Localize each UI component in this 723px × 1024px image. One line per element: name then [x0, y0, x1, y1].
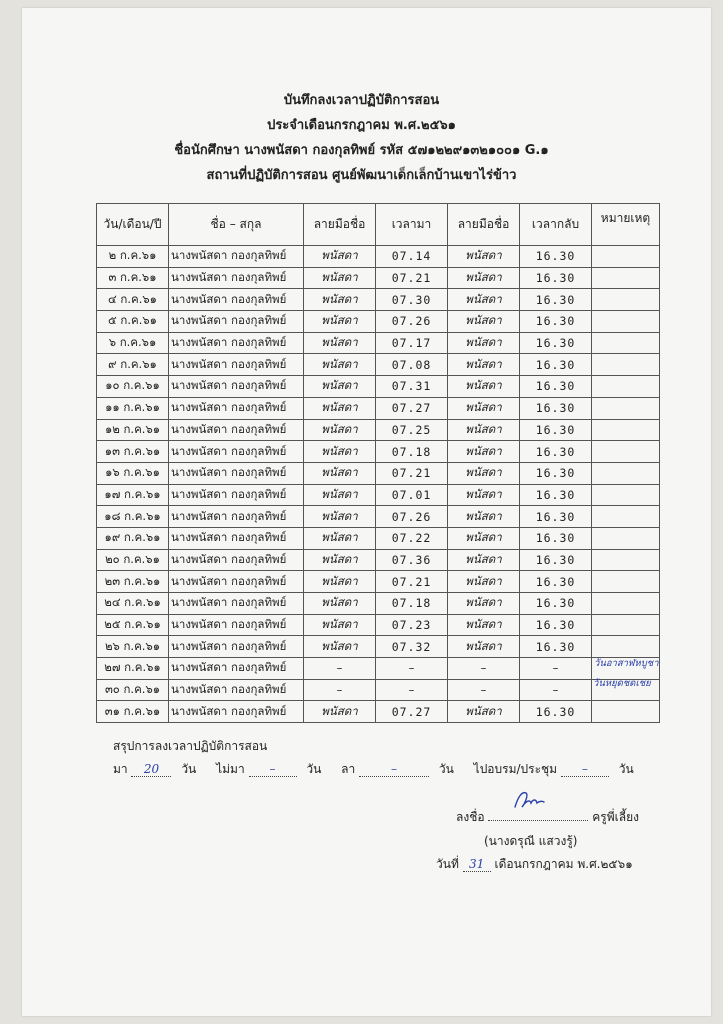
table-row [97, 484, 660, 506]
row-remark [592, 419, 660, 441]
row-time-in: 07.01 [376, 484, 448, 506]
row-sign-out: พนัสดา [448, 419, 520, 441]
row-name: นางพนัสดา กองกุลทิพย์ [169, 549, 304, 571]
row-name: นางพนัสดา กองกุลทิพย์ [169, 311, 304, 333]
table-row [97, 462, 660, 484]
document-title: บันทึกลงเวลาปฏิบัติการสอน [283, 93, 440, 108]
row-sign-out: พนัสดา [448, 289, 520, 311]
row-time-in: 07.36 [376, 549, 448, 571]
sign-line [456, 808, 639, 827]
row-time-in: 07.22 [376, 527, 448, 549]
header-sign-out: ลายมือชื่อ [448, 204, 520, 246]
row-time-out: 16.30 [520, 354, 592, 376]
row-sign-in: พนัสดา [304, 246, 376, 268]
row-sign-out: พนัสดา [448, 484, 520, 506]
row-time-out: 16.30 [520, 376, 592, 398]
row-sign-in: พนัสดา [304, 289, 376, 311]
row-sign-out: พนัสดา [448, 462, 520, 484]
header-name: ชื่อ – สกุล [169, 204, 304, 246]
row-name: นางพนัสดา กองกุลทิพย์ [169, 593, 304, 615]
row-name: นางพนัสดา กองกุลทิพย์ [169, 397, 304, 419]
row-sign-in: – [304, 679, 376, 701]
row-remark [592, 267, 660, 289]
row-remark [592, 506, 660, 528]
row-time-out: 16.30 [520, 549, 592, 571]
training-label: ไปอบรม/ประชุม [473, 762, 558, 776]
row-time-in: 07.23 [376, 614, 448, 636]
row-name: นางพนัสดา กองกุลทิพย์ [169, 484, 304, 506]
row-time-in: 07.26 [376, 311, 448, 333]
date-suffix: เดือนกรกฎาคม พ.ศ.๒๕๖๑ [494, 857, 633, 871]
student-info: ชื่อนักศึกษา นางพนัสดา กองกุลทิพย์ รหัส ๕๗๑๒๒๙๑๓๒๑๐๐๑ G.๑ [174, 143, 549, 158]
row-date: ๑๑ ก.ค.๖๑ [97, 397, 169, 419]
row-sign-out: พนัสดา [448, 701, 520, 723]
row-remark [592, 462, 660, 484]
table-row [97, 332, 660, 354]
row-sign-out: พนัสดา [448, 636, 520, 658]
row-sign-in: พนัสดา [304, 354, 376, 376]
table-row [97, 679, 660, 701]
row-name: นางพนัสดา กองกุลทิพย์ [169, 614, 304, 636]
row-sign-in: พนัสดา [304, 462, 376, 484]
row-name: นางพนัสดา กองกุลทิพย์ [169, 419, 304, 441]
row-time-in: 07.31 [376, 376, 448, 398]
table-row [97, 658, 660, 680]
mentor-signature [512, 787, 546, 813]
row-remark [592, 332, 660, 354]
row-sign-out: พนัสดา [448, 593, 520, 615]
row-time-out: 16.30 [520, 636, 592, 658]
leave-value: – [359, 762, 429, 777]
row-time-out: 16.30 [520, 527, 592, 549]
row-sign-out: พนัสดา [448, 397, 520, 419]
row-time-out: 16.30 [520, 506, 592, 528]
table-row [97, 419, 660, 441]
table-row [97, 571, 660, 593]
teaching-place: สถานที่ปฏิบัติการสอน ศูนย์พัฒนาเด็กเล็กบ้านเขาไร่ข้าว [206, 168, 517, 183]
table-row [97, 593, 660, 615]
row-sign-in: พนัสดา [304, 701, 376, 723]
row-time-in: 07.25 [376, 419, 448, 441]
row-sign-out: พนัสดา [448, 311, 520, 333]
table-row [97, 636, 660, 658]
row-time-in: 07.21 [376, 267, 448, 289]
date-value: 31 [463, 857, 491, 872]
row-sign-in: พนัสดา [304, 332, 376, 354]
row-time-in: 07.32 [376, 636, 448, 658]
present-label: มา [113, 762, 128, 776]
date-line [436, 855, 633, 874]
row-name: นางพนัสดา กองกุลทิพย์ [169, 462, 304, 484]
row-date: ๑๐ ก.ค.๖๑ [97, 376, 169, 398]
training-value: – [561, 762, 609, 777]
row-sign-out: พนัสดา [448, 571, 520, 593]
row-date: ๙ ก.ค.๖๑ [97, 354, 169, 376]
row-remark [592, 311, 660, 333]
row-time-out: 16.30 [520, 311, 592, 333]
table-row [97, 506, 660, 528]
summary-line [113, 760, 634, 779]
row-name: นางพนัสดา กองกุลทิพย์ [169, 506, 304, 528]
row-name: นางพนัสดา กองกุลทิพย์ [169, 332, 304, 354]
row-sign-in: พนัสดา [304, 506, 376, 528]
document-month: ประจำเดือนกรกฎาคม พ.ศ.๒๕๖๑ [267, 118, 456, 133]
present-value: 20 [131, 762, 171, 777]
row-sign-in: พนัสดา [304, 484, 376, 506]
row-name: นางพนัสดา กองกุลทิพย์ [169, 701, 304, 723]
table-row [97, 614, 660, 636]
row-time-out: – [520, 679, 592, 701]
row-sign-in: พนัสดา [304, 267, 376, 289]
row-date: ๒๔ ก.ค.๖๑ [97, 593, 169, 615]
row-date: ๑๗ ก.ค.๖๑ [97, 484, 169, 506]
row-date: ๑๖ ก.ค.๖๑ [97, 462, 169, 484]
row-remark [592, 397, 660, 419]
row-name: นางพนัสดา กองกุลทิพย์ [169, 289, 304, 311]
table-row [97, 376, 660, 398]
row-remark [592, 527, 660, 549]
sign-dots [488, 820, 588, 821]
row-name: นางพนัสดา กองกุลทิพย์ [169, 354, 304, 376]
row-date: ๒๖ ก.ค.๖๑ [97, 636, 169, 658]
row-name: นางพนัสดา กองกุลทิพย์ [169, 246, 304, 268]
row-time-out: 16.30 [520, 571, 592, 593]
table-row [97, 527, 660, 549]
row-sign-in: พนัสดา [304, 441, 376, 463]
row-time-in: 07.18 [376, 441, 448, 463]
header-time-out: เวลากลับ [520, 204, 592, 246]
sign-label: ลงชื่อ [456, 810, 485, 824]
row-time-in: 07.18 [376, 593, 448, 615]
row-date: ๑๓ ก.ค.๖๑ [97, 441, 169, 463]
row-time-in: 07.08 [376, 354, 448, 376]
row-time-in: 07.21 [376, 571, 448, 593]
row-time-in: 07.14 [376, 246, 448, 268]
row-remark [592, 614, 660, 636]
row-sign-out: พนัสดา [448, 527, 520, 549]
row-date: ๑๒ ก.ค.๖๑ [97, 419, 169, 441]
row-name: นางพนัสดา กองกุลทิพย์ [169, 527, 304, 549]
table-row [97, 267, 660, 289]
header-sign-in: ลายมือชื่อ [304, 204, 376, 246]
row-date: ๖ ก.ค.๖๑ [97, 332, 169, 354]
table-row [97, 289, 660, 311]
row-remark [592, 289, 660, 311]
remark-note: วันอาสาฬหบูชา [594, 658, 659, 669]
row-remark [592, 549, 660, 571]
row-time-out: 16.30 [520, 267, 592, 289]
row-name: นางพนัสดา กองกุลทิพย์ [169, 571, 304, 593]
row-remark [592, 441, 660, 463]
row-time-out: 16.30 [520, 484, 592, 506]
row-sign-out: พนัสดา [448, 267, 520, 289]
day-unit: วัน [306, 762, 322, 776]
row-date: ๒๗ ก.ค.๖๑ [97, 658, 169, 680]
row-date: ๔ ก.ค.๖๑ [97, 289, 169, 311]
row-date: ๓๑ ก.ค.๖๑ [97, 701, 169, 723]
row-remark [592, 484, 660, 506]
row-name: นางพนัสดา กองกุลทิพย์ [169, 658, 304, 680]
row-name: นางพนัสดา กองกุลทิพย์ [169, 376, 304, 398]
row-remark [592, 571, 660, 593]
row-time-in: 07.27 [376, 397, 448, 419]
row-time-out: 16.30 [520, 332, 592, 354]
row-time-out: 16.30 [520, 593, 592, 615]
header-date: วัน/เดือน/ปี [97, 204, 169, 246]
document-header [0, 88, 723, 188]
row-date: ๒๕ ก.ค.๖๑ [97, 614, 169, 636]
row-sign-in: พนัสดา [304, 419, 376, 441]
row-date: ๒๐ ก.ค.๖๑ [97, 549, 169, 571]
table-header-row [97, 204, 660, 246]
row-sign-in: พนัสดา [304, 311, 376, 333]
row-sign-in: พนัสดา [304, 593, 376, 615]
row-time-out: 16.30 [520, 441, 592, 463]
row-remark [592, 593, 660, 615]
row-sign-out: พนัสดา [448, 549, 520, 571]
row-time-out: 16.30 [520, 397, 592, 419]
row-date: ๓ ก.ค.๖๑ [97, 267, 169, 289]
day-unit: วัน [618, 762, 634, 776]
row-time-in: 07.17 [376, 332, 448, 354]
row-sign-in: พนัสดา [304, 571, 376, 593]
row-name: นางพนัสดา กองกุลทิพย์ [169, 679, 304, 701]
row-date: ๑๙ ก.ค.๖๑ [97, 527, 169, 549]
row-date: ๑๘ ก.ค.๖๑ [97, 506, 169, 528]
row-date: ๕ ก.ค.๖๑ [97, 311, 169, 333]
table-row [97, 311, 660, 333]
row-remark [592, 246, 660, 268]
row-time-in: 07.27 [376, 701, 448, 723]
day-unit: วัน [181, 762, 197, 776]
row-time-out: – [520, 658, 592, 680]
row-sign-out: พนัสดา [448, 376, 520, 398]
table-row [97, 549, 660, 571]
table-row [97, 701, 660, 723]
attendance-table [96, 203, 660, 723]
leave-label: ลา [341, 762, 356, 776]
row-sign-in: พนัสดา [304, 549, 376, 571]
table-row [97, 354, 660, 376]
summary-title: สรุปการลงเวลาปฏิบัติการสอน [113, 739, 268, 753]
row-sign-out: พนัสดา [448, 614, 520, 636]
row-sign-out: พนัสดา [448, 332, 520, 354]
row-date: ๒ ก.ค.๖๑ [97, 246, 169, 268]
row-sign-out: พนัสดา [448, 246, 520, 268]
row-sign-out: พนัสดา [448, 354, 520, 376]
row-sign-out: พนัสดา [448, 441, 520, 463]
row-sign-in: พนัสดา [304, 614, 376, 636]
row-time-out: 16.30 [520, 289, 592, 311]
row-sign-out: – [448, 679, 520, 701]
row-time-in: 07.30 [376, 289, 448, 311]
row-time-in: – [376, 679, 448, 701]
row-date: ๒๓ ก.ค.๖๑ [97, 571, 169, 593]
row-sign-in: พนัสดา [304, 636, 376, 658]
row-sign-in: พนัสดา [304, 397, 376, 419]
row-sign-out: พนัสดา [448, 506, 520, 528]
absent-value: – [249, 762, 297, 777]
row-remark [592, 354, 660, 376]
row-name: นางพนัสดา กองกุลทิพย์ [169, 441, 304, 463]
header-remark: หมายเหตุ [592, 204, 660, 246]
header-time-in: เวลามา [376, 204, 448, 246]
row-name: นางพนัสดา กองกุลทิพย์ [169, 636, 304, 658]
remark-note: วันหยุดชดเชย [593, 678, 651, 689]
mentor-name: (นางดรุณี แสวงรู้) [484, 834, 578, 848]
row-time-out: 16.30 [520, 614, 592, 636]
row-time-out: 16.30 [520, 419, 592, 441]
table-body [97, 246, 660, 723]
row-time-in: – [376, 658, 448, 680]
row-time-in: 07.21 [376, 462, 448, 484]
row-date: ๓๐ ก.ค.๖๑ [97, 679, 169, 701]
row-remark [592, 376, 660, 398]
row-time-out: 16.30 [520, 246, 592, 268]
row-time-out: 16.30 [520, 701, 592, 723]
day-unit: วัน [438, 762, 454, 776]
row-time-in: 07.26 [376, 506, 448, 528]
date-label: วันที่ [436, 857, 459, 871]
row-sign-in: – [304, 658, 376, 680]
row-sign-in: พนัสดา [304, 376, 376, 398]
mentor-role: ครูพี่เลี้ยง [592, 810, 639, 824]
absent-label: ไม่มา [216, 762, 245, 776]
row-remark [592, 636, 660, 658]
table-row [97, 441, 660, 463]
table-row [97, 397, 660, 419]
row-time-out: 16.30 [520, 462, 592, 484]
row-remark [592, 701, 660, 723]
row-sign-out: – [448, 658, 520, 680]
row-sign-in: พนัสดา [304, 527, 376, 549]
row-name: นางพนัสดา กองกุลทิพย์ [169, 267, 304, 289]
table-row [97, 246, 660, 268]
